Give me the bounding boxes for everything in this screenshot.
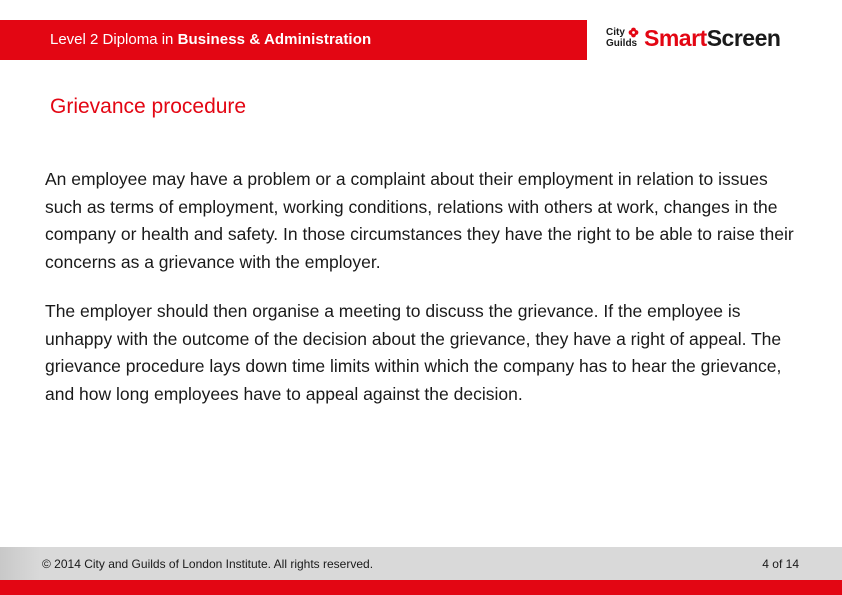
logo-smart-text: Smart — [644, 25, 707, 51]
logo-screen-text: Screen — [706, 25, 781, 51]
page-number: 4 of 14 — [762, 557, 799, 571]
rose-icon — [628, 27, 639, 38]
course-name: Business & Administration — [177, 31, 372, 48]
smartscreen-wordmark — [644, 25, 780, 52]
course-header — [50, 31, 371, 48]
footer-fade — [0, 547, 40, 580]
logo-guilds-text: Guilds — [606, 38, 638, 49]
logo-city-text: City — [606, 27, 625, 38]
course-prefix: Level 2 Diploma in — [50, 31, 178, 48]
city-guilds-logo — [606, 27, 642, 53]
body-paragraph-2: The employer should then organise a meeting to discuss the grievance. If the employee is unhappy with the outcome of the decision about the grievance, they have a right of appeal. The grievance procedure lays down time limits within which the company has to hear the grievance, and how long employees have to appeal against the decision. — [45, 301, 782, 404]
body-paragraph-1: An employee may have a problem or a complaint about their employment in relation to issues such as terms of employment, working conditions, relations with others at work, changes in the company or health and safety. In those circumstances they have the right to be able to raise their concerns as a grievance with the employer. — [45, 169, 794, 272]
footer-copyright: © 2014 City and Guilds of London Institute. All rights reserved. — [42, 557, 374, 571]
slide-title: Grievance procedure — [50, 95, 247, 118]
bottom-red-strip — [0, 580, 842, 595]
